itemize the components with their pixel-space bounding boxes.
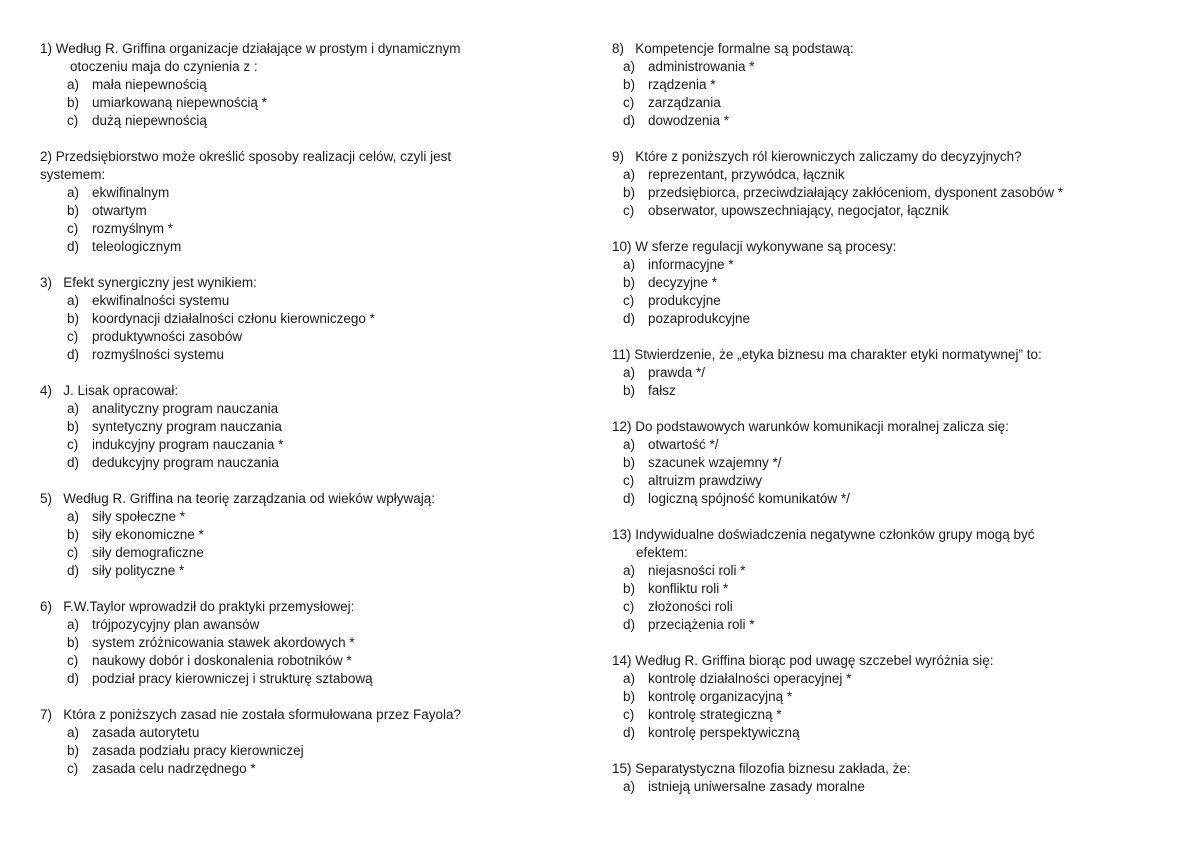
option-text: niejasności roli * [648,563,746,578]
option-text: rozmyślnym * [92,221,174,236]
question-block [612,652,1172,742]
option-letter: a) [623,167,636,182]
question-title [612,652,1172,670]
option-text: pozaprodukcyjne [648,311,751,326]
question-number: 6) [40,599,53,614]
option-letter: d) [623,311,636,326]
answer-options [612,562,1172,634]
answer-option [612,454,1172,472]
answer-options [612,778,1172,796]
option-letter: b) [67,743,80,758]
question-title [612,760,1172,778]
answer-option [40,454,560,472]
answer-option [612,670,1172,688]
option-text: decyzyjne * [648,275,718,290]
answer-option [40,616,560,634]
option-text: szacunek wzajemny */ [648,455,782,470]
question-number: 12) [612,419,632,434]
question-number: 10) [612,239,632,254]
option-text: otwartość */ [648,437,719,452]
answer-option [612,778,1172,796]
answer-option [612,598,1172,616]
answer-option [40,238,560,256]
option-letter: d) [67,671,80,686]
option-letter: c) [67,437,79,452]
answer-options [40,184,560,256]
answer-option [612,472,1172,490]
option-letter: c) [623,473,635,488]
option-text: rządzenia * [648,77,716,92]
answer-options [40,616,560,688]
answer-option [40,436,560,454]
question-block [612,40,1172,130]
answer-option [612,706,1172,724]
option-letter: b) [623,581,636,596]
question-number: 5) [40,491,53,506]
option-text: zasada celu nadrzędnego * [92,761,256,776]
option-text: indukcyjny program nauczania * [92,437,284,452]
question-block [612,238,1172,328]
answer-option [40,652,560,670]
question-title [40,148,560,166]
option-text: produkcyjne [648,293,721,308]
option-text: syntetyczny program nauczania [92,419,282,434]
option-text: kontrolę działalności operacyjnej * [648,671,852,686]
option-letter: b) [67,311,80,326]
option-letter: d) [67,239,80,254]
question-text-continuation: efektem: [636,545,688,560]
option-letter: c) [67,329,79,344]
question-block [40,148,560,256]
option-letter: a) [67,293,80,308]
answer-option [40,184,560,202]
question-title [40,40,560,58]
option-letter: c) [623,707,635,722]
question-title [612,346,1172,364]
question-block [40,706,560,778]
question-block [612,760,1172,796]
question-text-continuation: systemem: [40,167,106,182]
option-text: umiarkowaną niepewnością * [92,95,267,110]
answer-options [40,292,560,364]
answer-option [40,742,560,760]
answer-option [40,328,560,346]
question-title [40,382,560,400]
question-number: 7) [40,707,53,722]
question-title [40,706,560,724]
answer-option [40,670,560,688]
question-number: 11) [612,347,631,362]
question-number: 1) [40,41,53,56]
question-number: 2) [40,149,53,164]
question-title [40,274,560,292]
question-block [40,382,560,472]
option-text: dużą niepewnością [92,113,207,128]
question-text: Które z poniższych ról kierowniczych zaliczamy do decyzyjnych? [635,149,1022,164]
option-letter: b) [623,77,636,92]
option-letter: a) [623,779,636,794]
option-text: siły ekonomiczne * [92,527,204,542]
left-column [40,40,560,796]
option-text: logiczną spójność komunikatów */ [648,491,850,506]
option-letter: b) [67,527,80,542]
answer-option [612,274,1172,292]
option-letter: a) [623,437,636,452]
answer-option [40,562,560,580]
answer-option [612,580,1172,598]
answer-option [40,418,560,436]
answer-option [40,724,560,742]
question-block [40,490,560,580]
answer-option [612,202,1172,220]
answer-option [612,58,1172,76]
option-letter: a) [623,671,636,686]
answer-option [40,202,560,220]
option-letter: a) [67,509,80,524]
question-block [612,526,1172,634]
option-text: koordynacji działalności członu kierowniczego * [92,311,375,326]
answer-option [612,292,1172,310]
answer-options [612,166,1172,220]
answer-option [612,166,1172,184]
option-letter: a) [67,185,80,200]
question-text: W sferze regulacji wykonywane są procesy: [635,239,897,254]
option-letter: a) [67,617,80,632]
question-number: 4) [40,383,53,398]
option-text: kontrolę strategiczną * [648,707,782,722]
answer-option [612,616,1172,634]
question-text-continuation: otoczeniu maja do czynienia z : [70,59,258,74]
answer-option [40,346,560,364]
answer-option [40,634,560,652]
option-text: kontrolę organizacyjną * [648,689,793,704]
question-text: Kompetencje formalne są podstawą: [635,41,854,56]
answer-option [612,76,1172,94]
option-text: siły społeczne * [92,509,186,524]
option-letter: b) [67,203,80,218]
option-letter: a) [623,365,636,380]
answer-option [612,688,1172,706]
option-letter: c) [623,203,635,218]
question-text: Przedsiębiorstwo może określić sposoby realizacji celów, czyli jest [55,149,452,164]
answer-option [40,76,560,94]
option-text: zasada autorytetu [92,725,200,740]
option-text: administrowania * [648,59,755,74]
question-block [40,274,560,364]
answer-option [612,184,1172,202]
option-letter: d) [623,617,636,632]
question-text: Separatystyczna filozofia biznesu zakłada, że: [635,761,911,776]
option-letter: d) [67,455,80,470]
answer-option [40,760,560,778]
answer-option [40,112,560,130]
option-text: trójpozycyjny plan awansów [92,617,260,632]
answer-options [40,76,560,130]
answer-options [612,58,1172,130]
option-text: przeciążenia roli * [648,617,755,632]
answer-options [40,400,560,472]
option-text: istnieją uniwersalne zasady moralne [648,779,865,794]
option-text: dowodzenia * [648,113,730,128]
question-block [612,418,1172,508]
question-text: Stwierdzenie, że „etyka biznesu ma charakter etyki normatywnej” to: [634,347,1042,362]
option-text: zarządzania [648,95,721,110]
question-text: Według R. Griffina na teorię zarządzania od wieków wpływają: [63,491,435,506]
question-number: 14) [612,653,632,668]
option-letter: d) [67,563,80,578]
option-text: system zróżnicowania stawek akordowych * [92,635,355,650]
answer-option [40,310,560,328]
option-letter: d) [623,725,636,740]
option-letter: a) [67,725,80,740]
question-block [40,40,560,130]
option-text: ekwifinalnym [92,185,170,200]
option-text: złożoności roli [648,599,733,614]
option-letter: c) [623,293,635,308]
option-letter: c) [67,653,79,668]
answer-option [612,256,1172,274]
option-letter: d) [623,113,636,128]
option-text: zasada podziału pracy kierowniczej [92,743,304,758]
answer-option [40,400,560,418]
option-text: naukowy dobór i doskonalenia robotników * [92,653,352,668]
answer-option [40,94,560,112]
option-text: teleologicznym [92,239,182,254]
option-text: obserwator, upowszechniający, negocjator, łącznik [648,203,949,218]
answer-option [612,490,1172,508]
option-letter: a) [67,401,80,416]
right-column [612,40,1172,814]
option-letter: d) [67,347,80,362]
option-letter: c) [67,545,79,560]
question-title [40,598,560,616]
question-text: Która z poniższych zasad nie została sformułowana przez Fayola? [63,707,461,722]
question-title [612,238,1172,256]
option-letter: c) [67,113,79,128]
option-letter: b) [623,383,636,398]
question-title [612,148,1172,166]
option-text: siły polityczne * [92,563,185,578]
question-block [612,346,1172,400]
option-text: siły demograficzne [92,545,204,560]
answer-options [40,724,560,778]
option-letter: a) [623,257,636,272]
option-text: otwartym [92,203,147,218]
question-number: 8) [612,41,625,56]
option-text: analityczny program nauczania [92,401,279,416]
option-text: reprezentant, przywódca, łącznik [648,167,845,182]
option-letter: c) [67,761,79,776]
option-text: altruizm prawdziwy [648,473,763,488]
question-title [40,490,560,508]
question-number: 3) [40,275,53,290]
answer-option [612,94,1172,112]
question-title [612,526,1172,544]
option-text: dedukcyjny program nauczania [92,455,279,470]
question-text: Według R. Griffina biorąc pod uwagę szczebel wyróżnia się: [635,653,994,668]
option-letter: b) [623,689,636,704]
option-text: kontrolę perspektywiczną [648,725,800,740]
option-text: rozmyślności systemu [92,347,225,362]
option-letter: b) [623,455,636,470]
question-block [40,598,560,688]
option-letter: c) [623,599,635,614]
option-text: mała niepewnością [92,77,207,92]
option-text: produktywności zasobów [92,329,243,344]
question-text: F.W.Taylor wprowadził do praktyki przemysłowej: [63,599,355,614]
option-text: fałsz [648,383,676,398]
answer-option [612,112,1172,130]
question-number: 15) [612,761,632,776]
option-letter: b) [67,635,80,650]
answer-option [40,292,560,310]
question-title [612,418,1172,436]
option-letter: b) [623,185,636,200]
option-letter: a) [623,59,636,74]
option-letter: a) [67,77,80,92]
question-text: Według R. Griffina organizacje działające w prostym i dynamicznym [55,41,461,56]
option-letter: a) [623,563,636,578]
question-title [612,40,1172,58]
option-letter: b) [67,95,80,110]
answer-option [40,544,560,562]
answer-options [612,364,1172,400]
answer-option [612,436,1172,454]
option-letter: c) [623,95,635,110]
answer-option [40,220,560,238]
answer-option [612,382,1172,400]
question-number: 13) [612,527,632,542]
question-text: Indywidualne doświadczenia negatywne członków grupy mogą być [635,527,1035,542]
answer-options [612,436,1172,508]
question-text: Efekt synergiczny jest wynikiem: [63,275,257,290]
option-text: przedsiębiorca, przeciwdziałający zakłóceniom, dysponent zasobów * [648,185,1063,200]
question-number: 9) [612,149,625,164]
question-text: Do podstawowych warunków komunikacji moralnej zalicza się: [635,419,1009,434]
answer-option [40,526,560,544]
answer-options [612,670,1172,742]
option-text: ekwifinalności systemu [92,293,230,308]
question-block [612,148,1172,220]
option-text: prawda */ [648,365,706,380]
question-text: J. Lisak opracował: [63,383,179,398]
answer-option [612,562,1172,580]
option-text: podział pracy kierowniczej i strukturę sztabową [92,671,373,686]
option-letter: c) [67,221,79,236]
option-letter: b) [623,275,636,290]
answer-option [612,310,1172,328]
option-text: informacyjne * [648,257,734,272]
answer-option [40,508,560,526]
answer-options [612,256,1172,328]
answer-option [612,724,1172,742]
answer-options [40,508,560,580]
option-letter: d) [623,491,636,506]
answer-option [612,364,1172,382]
option-letter: b) [67,419,80,434]
option-text: konfliktu roli * [648,581,729,596]
